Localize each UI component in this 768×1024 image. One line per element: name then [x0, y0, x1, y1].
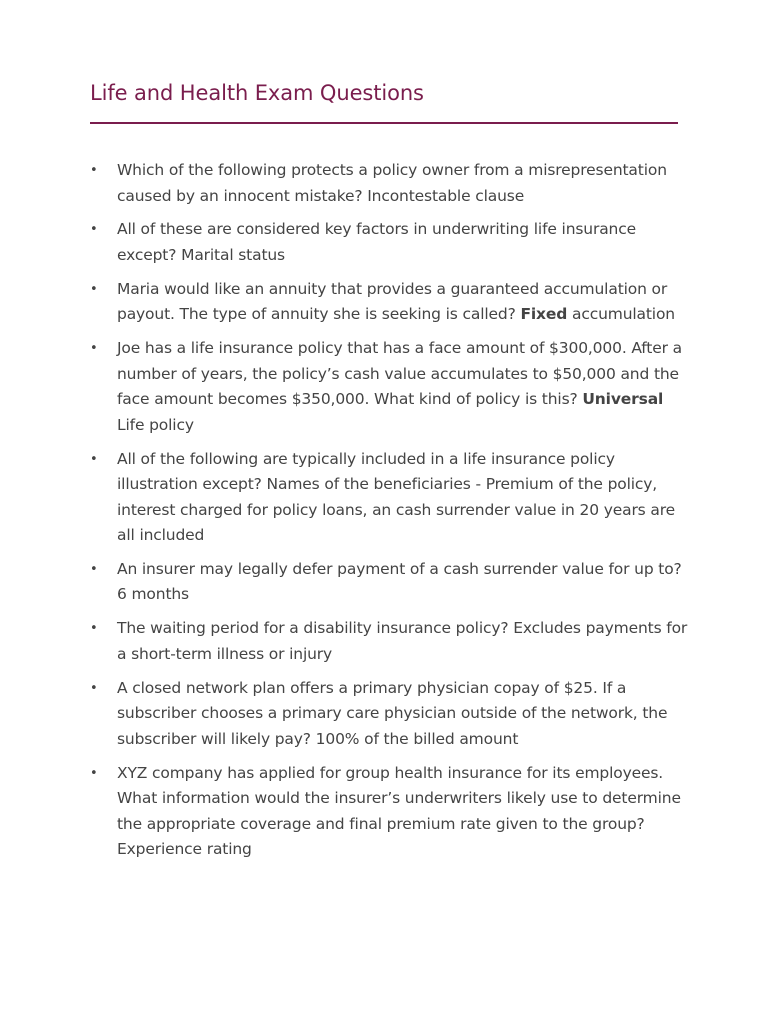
- text-segment: A closed network plan offers a primary physician copay of $25. If a subscriber chooses a primary care physician outside of the network, the subscriber will likely pay? 100% of the billed amount: [117, 678, 668, 748]
- question-list-item: [90, 336, 690, 438]
- text-segment: The waiting period for a disability insurance policy? Excludes payments for a short-term illness or injury: [117, 619, 688, 663]
- question-answer-text: [117, 217, 690, 268]
- question-list-item: [90, 616, 690, 667]
- bullet-icon: •: [90, 765, 98, 781]
- question-list-item: [90, 277, 690, 328]
- question-answer-text: [117, 336, 690, 438]
- text-segment: Life policy: [117, 415, 194, 434]
- question-list: [90, 158, 690, 871]
- text-segment: Which of the following protects a policy owner from a misrepresentation caused by an innocent mistake? Incontestable clause: [117, 161, 667, 205]
- question-list-item: [90, 676, 690, 753]
- question-answer-text: [117, 158, 690, 209]
- text-segment: All of these are considered key factors in underwriting life insurance except? Marital status: [117, 220, 636, 264]
- bullet-icon: •: [90, 561, 98, 577]
- question-list-item: [90, 158, 690, 209]
- question-list-item: [90, 217, 690, 268]
- text-segment: accumulation: [567, 305, 675, 324]
- text-segment: Maria would like an annuity that provides a guaranteed accumulation or payout. The type of annuity she is seeking is called?: [117, 279, 668, 324]
- bullet-icon: •: [90, 163, 98, 178]
- question-answer-text: [117, 616, 690, 667]
- question-answer-text: [117, 676, 690, 753]
- text-segment: XYZ company has applied for group health insurance for its employees. What information would the insurer’s underwriters likely use to determine the appropriate coverage and final premium rate given to the group? Experience rating: [117, 763, 681, 859]
- bullet-icon: •: [90, 621, 98, 637]
- question-list-item: [90, 447, 690, 549]
- text-segment: An insurer may legally defer payment of a cash surrender value for up to? 6 months: [117, 559, 682, 604]
- bullet-icon: •: [90, 341, 98, 357]
- question-list-item: [90, 557, 690, 608]
- bullet-icon: •: [90, 281, 98, 297]
- document-title: Life and Health Exam Questions: [90, 81, 424, 105]
- title-underline-rule: [90, 122, 678, 124]
- question-answer-text: [117, 447, 690, 549]
- bullet-icon: •: [90, 222, 98, 238]
- answer-emphasis-text: Fixed: [520, 305, 568, 324]
- answer-emphasis-text: Universal: [582, 390, 664, 409]
- bullet-icon: •: [90, 680, 98, 696]
- question-answer-text: [117, 277, 690, 328]
- text-segment: All of the following are typically included in a life insurance policy illustration except? Names of the beneficiaries - Premium of the policy, interest charged for policy loans, an cash surrender value in 20 years are all included: [117, 449, 675, 545]
- text-segment: Joe has a life insurance policy that has a face amount of $300,000. After a number of years, the policy’s cash value accumulates to $50,000 and the face amount becomes $350,000. What kind of policy is this?: [117, 339, 682, 409]
- question-answer-text: [117, 761, 690, 863]
- bullet-icon: •: [90, 451, 98, 467]
- question-list-item: [90, 761, 690, 863]
- question-answer-text: [117, 557, 690, 608]
